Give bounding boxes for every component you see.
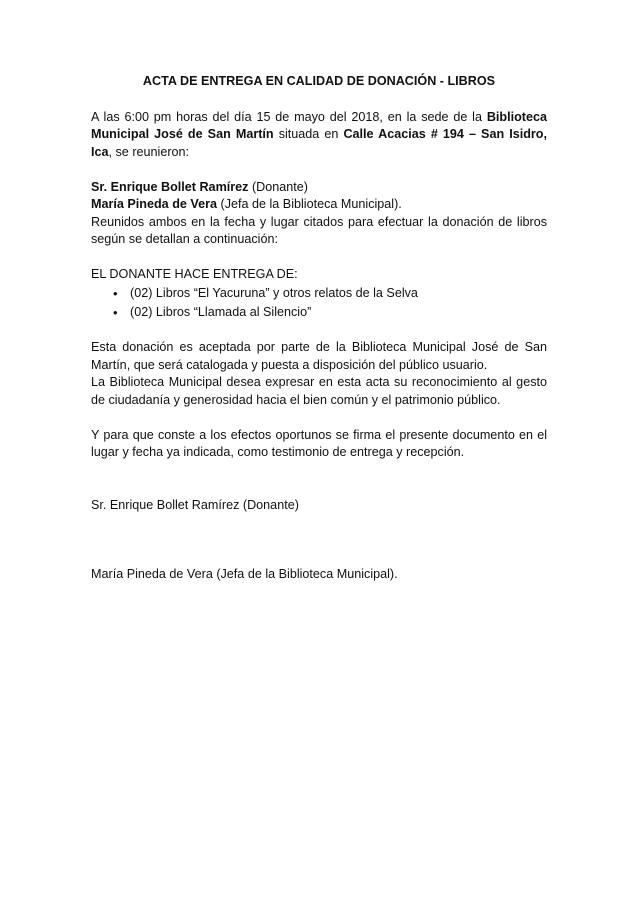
bullet-icon: • bbox=[113, 285, 118, 301]
intro-text-3: , se reunieron: bbox=[108, 144, 190, 159]
item-text: (02) Libros “Llamada al Silencio” bbox=[130, 304, 312, 319]
participant-donor bbox=[91, 179, 547, 197]
document-title: ACTA DE ENTREGA EN CALIDAD DE DONACIÓN - LIBROS bbox=[142, 74, 496, 88]
donation-items-list bbox=[91, 284, 547, 322]
meeting-paragraph: Reunidos ambos en la fecha y lugar citados para efectuar la donación de libros según se detallan a continuación: bbox=[91, 214, 547, 246]
intro-paragraph bbox=[91, 109, 547, 162]
library-name: Biblioteca Municipal José de San Martín bbox=[91, 109, 547, 141]
gratitude-paragraph: La Biblioteca Municipal desea expresar en esta acta su reconocimiento al gesto de ciudadanía y generosidad hacia el bien común y el patrimonio público. bbox=[91, 375, 547, 407]
librarian-name: María Pineda de Vera bbox=[91, 197, 217, 211]
librarian-role: (Jefa de la Biblioteca Municipal). bbox=[217, 197, 402, 211]
donor-role: (Donante) bbox=[248, 179, 308, 194]
signature-librarian: María Pineda de Vera (Jefa de la Biblioteca Municipal). bbox=[91, 567, 398, 581]
signature-donor: Sr. Enrique Bollet Ramírez (Donante) bbox=[91, 497, 299, 512]
intro-text-2: situada en bbox=[273, 127, 344, 141]
donation-heading: EL DONANTE HACE ENTREGA DE: bbox=[91, 267, 298, 281]
library-address: Calle Acacias # 194 – San Isidro, Ica bbox=[91, 127, 547, 159]
closing-paragraph: Y para que conste a los efectos oportunos se firma el presente documento en el lugar y fecha ya indicada, como testimonio de entrega y recepción. bbox=[91, 427, 547, 459]
list-item bbox=[91, 303, 547, 322]
acceptance-paragraph: Esta donación es aceptada por parte de la Biblioteca Municipal José de San Martín, que será catalogada y puesta a disposición del público usuario. bbox=[91, 340, 547, 372]
document-body bbox=[91, 73, 547, 584]
donor-name: Sr. Enrique Bollet Ramírez bbox=[91, 179, 249, 194]
intro-text-1: A las 6:00 pm horas del día 15 de mayo del 2018, en la sede de la bbox=[91, 109, 487, 124]
bullet-icon: • bbox=[113, 304, 118, 320]
item-text: (02) Libros “El Yacuruna” y otros relatos de la Selva bbox=[130, 285, 418, 300]
participant-librarian bbox=[91, 196, 547, 214]
list-item bbox=[91, 284, 547, 303]
